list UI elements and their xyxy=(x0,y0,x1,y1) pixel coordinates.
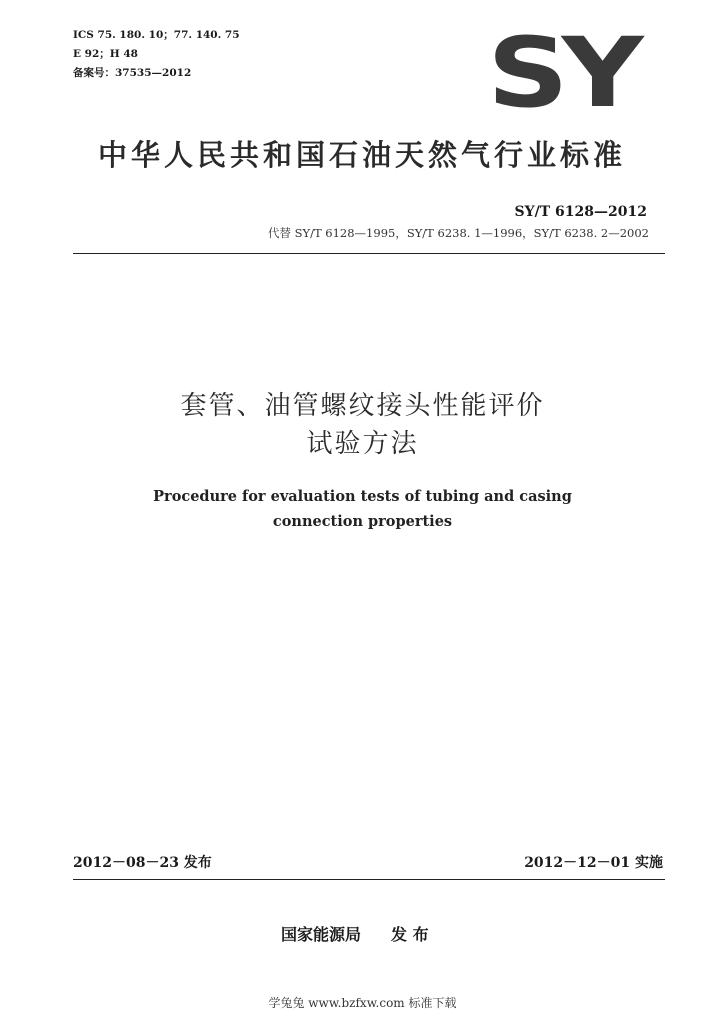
top-divider xyxy=(73,253,665,254)
english-title-line-2: connection properties xyxy=(272,513,453,530)
publisher-line xyxy=(281,922,429,945)
standard-number: SY/T 6128—2012 xyxy=(514,204,647,220)
footer-watermark-text: 学兔兔 www.bzfxw.com 标准下载 xyxy=(268,996,457,1010)
record-number: 备案号：37535—2012 xyxy=(73,67,192,79)
sy-logo: SY xyxy=(487,17,637,129)
industry-standard-title: 中华人民共和国石油天然气行业标准 xyxy=(98,138,627,172)
publisher-action: 发 布 xyxy=(391,925,429,944)
implementation-date: 2012－12－01 实施 xyxy=(524,855,663,871)
chinese-title-line-1: 套管、油管螺纹接头性能评价 xyxy=(180,391,545,421)
bottom-divider xyxy=(73,879,665,880)
category-code: E 92；H 48 xyxy=(73,48,138,60)
publisher-name: 国家能源局 xyxy=(281,925,362,944)
replaces-standards: 代替 SY/T 6128—1995，SY/T 6238. 1—1996，SY/T 6238. 2—2002 xyxy=(267,226,649,240)
english-title-line-1: Procedure for evaluation tests of tubing and casing xyxy=(153,488,572,505)
chinese-title-line-2: 试验方法 xyxy=(306,429,419,459)
ics-code: ICS 75. 180. 10；77. 140. 75 xyxy=(73,29,240,41)
classification-block xyxy=(73,26,240,83)
issue-date: 2012－08－23 发布 xyxy=(73,855,212,871)
